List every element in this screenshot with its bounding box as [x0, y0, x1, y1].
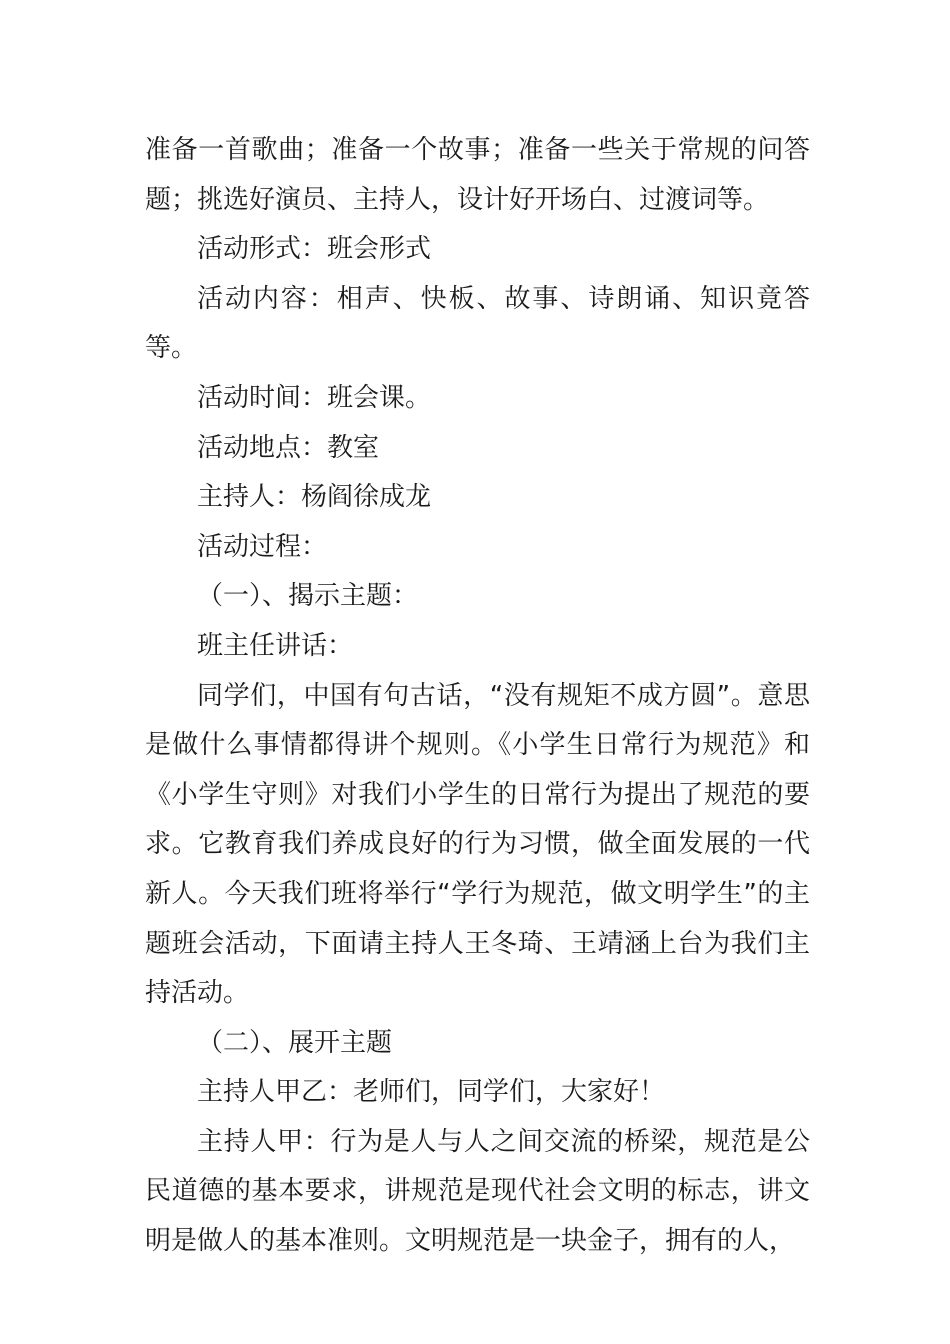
heading-section-one: （一）、揭示主题：: [197, 581, 419, 612]
heading-section-two: （二）、展开主题: [197, 1027, 393, 1058]
paragraph-teacher-speech-label: 班主任讲话：: [197, 630, 354, 661]
paragraph-activity-form: 活动形式：班会形式: [197, 234, 432, 265]
paragraph-activity-location: 活动地点：教室: [197, 432, 380, 463]
paragraph-activity-time: 活动时间：班会课。: [197, 382, 432, 413]
paragraph-host-a-speech: 主持人甲：行为是人与人之间交流的桥梁，规范是公民道德的基本要求，讲规范是现代社会文明的标志，讲文明是做人的基本准则。文明规范是一块金子，拥有的人，: [145, 1126, 810, 1257]
paragraph-activity-content: 活动内容：相声、快板、故事、诗朗诵、知识竟答等。: [145, 283, 810, 364]
paragraph-preparation: 准备一首歌曲；准备一个故事；准备一些关于常规的问答题；挑选好演员、主持人，设计好开场白、过渡词等。: [145, 135, 810, 215]
paragraph-hosts-greeting: 主持人甲乙：老师们，同学们，大家好！: [197, 1077, 666, 1108]
document-body: [145, 126, 810, 1267]
paragraph-activity-process: 活动过程：: [197, 531, 328, 562]
paragraph-teacher-speech: 同学们，中国有句古话，“没有规矩不成方圆”。意思是做什么事情都得讲个规则。《小学生日常行为规范》和《小学生守则》对我们小学生的日常行为提出了规范的要求。它教育我们养成良好的行为习惯，做全面发展的一代新人。今天我们班将举行“学行为规范，做文明学生”的主题班会活动，下面请主持人王冬琦、王靖涵上台为我们主持活动。: [145, 680, 810, 1009]
paragraph-host: 主持人：杨阎徐成龙: [197, 482, 432, 513]
